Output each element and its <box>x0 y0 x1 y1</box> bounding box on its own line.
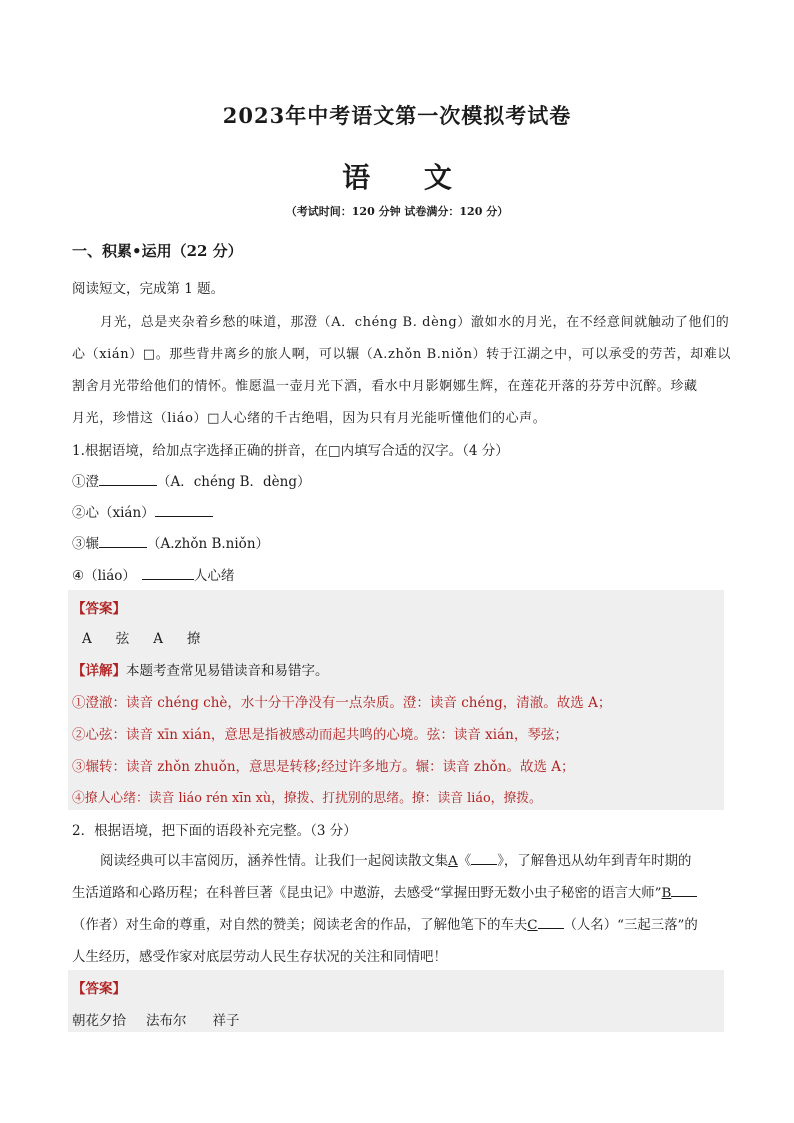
detail-item-1: ①澄澈：读音 chéng chè，水十分干净没有一点杂质。澄：读音 chéng，清澈。故选 A； <box>72 695 612 711</box>
question-1-item-2 <box>72 501 213 521</box>
exam-title: 2023年中考语文第一次模拟考试卷 <box>222 103 572 128</box>
item-prefix: ①澄 <box>72 474 99 490</box>
reading-intro: 阅读短文，完成第 1 题。 <box>72 281 225 297</box>
answer-value: 祥子 <box>212 1013 240 1029</box>
question-2-line-2 <box>72 882 697 901</box>
passage-line-2: 心（xián）□。那些背井离乡的旅人啊，可以辗（A.zhǒn B.niǒn）转于江湖之中，可以承受的劳苦，却难以 <box>72 347 731 362</box>
text-segment: （作者）对生命的尊重，对自然的赞美；阅读老舍的作品，了解他笔下的车夫 <box>72 918 528 933</box>
detail-item-2: ②心弦：读音 xīn xián，意思是指被感动而起共鸣的心境。弦：读音 xián，琴弦； <box>72 727 568 743</box>
answer-value: 法布尔 <box>146 1013 187 1029</box>
item-suffix: 人心绪 <box>193 568 235 584</box>
text-segment: 阅读经典可以丰富阅历，涵养性情。让我们一起阅读散文集 <box>100 854 449 869</box>
answer-blank[interactable] <box>155 502 213 517</box>
blank-marker-c: C <box>527 918 538 933</box>
exam-info: （考试时间：120 分钟 试卷满分：120 分） <box>285 205 509 218</box>
answer-value: 弦 <box>115 631 130 647</box>
text-segment: （人名）“三起三落”的 <box>563 918 698 933</box>
question-2-line-3 <box>72 914 698 933</box>
text-segment: 生活道路和心路历程；在科普巨著《昆虫记》中遨游，去感受“掌握田野无数小虫子秘密的语言大师” <box>72 886 662 901</box>
answer-blank-c[interactable] <box>538 914 564 929</box>
question-1-item-1 <box>72 470 311 490</box>
passage-line-3: 割舍月光带给他们的情怀。惟愿温一壶月光下酒，看水中月影婀娜生辉，在莲花开落的芬芳中沉醉。珍藏 <box>72 379 698 394</box>
question-2-line-1 <box>100 850 691 869</box>
blank-marker-b: B <box>661 886 672 901</box>
answer-blank[interactable] <box>99 533 147 548</box>
answer-blank[interactable] <box>142 565 194 580</box>
item-suffix: （A．chéng B．dèng） <box>157 474 311 490</box>
question-2-stem: 2．根据语境，把下面的语段补充完整。（3 分） <box>72 823 357 839</box>
detail-label: 【详解】 <box>72 663 126 679</box>
section-heading: 一、积累•运用（22 分） <box>72 242 243 260</box>
text-segment: 》，了解鲁迅从幼年到青年时期的 <box>497 854 692 869</box>
answer-value: A <box>153 631 163 647</box>
passage-line-1: 月光，总是夹杂着乡愁的味道，那澄（A．chéng B. dèng）澈如水的月光，在不经意间就触动了他们的 <box>100 315 730 330</box>
answer-blank[interactable] <box>99 471 157 486</box>
item-prefix: ③辗 <box>72 536 99 552</box>
question-2-line-4: 人生经历，感受作家对底层劳动人民生存状况的关注和同情吧！ <box>72 950 447 965</box>
item-suffix: （A.zhǒn B.niǒn） <box>147 536 270 552</box>
answer-value: 朝花夕拾 <box>72 1013 126 1029</box>
detail-item-4: ④撩人心绪：读音 liáo rén xīn xù，撩拨、打扰别的思绪。撩：读音 liáo，撩拨。 <box>72 791 542 806</box>
passage-line-4: 月光，珍惜这（liáo）□人心绪的千古绝唱，因为只有月光能听懂他们的心声。 <box>72 411 547 426</box>
blank-marker-a: A <box>448 854 458 869</box>
answer-label: 【答案】 <box>72 601 126 617</box>
item-prefix: ②心（xián） <box>72 505 155 521</box>
item-prefix: ④（liáo） <box>72 568 136 584</box>
subject-title: 语 文 <box>342 161 474 194</box>
question-1-item-4 <box>72 564 234 584</box>
question-2-answers <box>72 1009 240 1029</box>
text-segment: 《 <box>457 854 472 869</box>
detail-intro: 本题考查常见易错读音和易错字。 <box>126 663 329 679</box>
answer-blank-b[interactable] <box>671 882 697 897</box>
answer-label: 【答案】 <box>72 981 126 997</box>
answer-value: A <box>82 631 92 647</box>
question-1-stem: 1.根据语境，给加点字选择正确的拼音，在□内填写合适的汉字。（4 分） <box>72 443 509 459</box>
detail-line <box>72 659 329 679</box>
detail-item-3: ③辗转：读音 zhǒn zhuǒn，意思是转移;经过许多地方。辗：读音 zhǒn。故选 A； <box>72 759 575 775</box>
answer-value: 撩 <box>187 631 201 647</box>
answer-blank-a[interactable] <box>471 850 497 865</box>
question-1-answers <box>82 627 225 647</box>
question-1-item-3 <box>72 532 269 552</box>
